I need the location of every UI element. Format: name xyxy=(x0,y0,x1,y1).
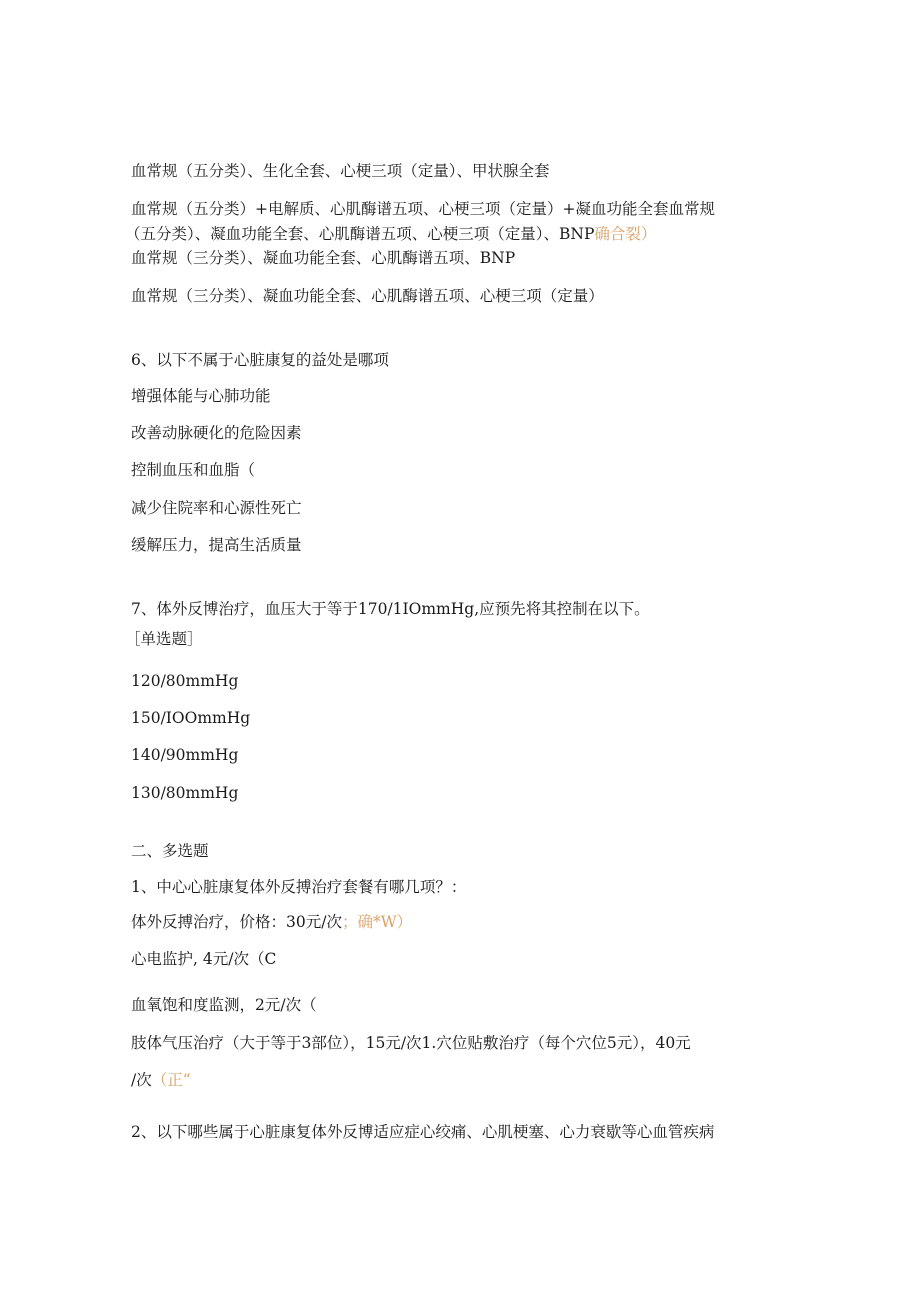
mq1-option-d-cont-text: /次 xyxy=(131,1071,152,1089)
section-title: 二、多选题 xyxy=(131,842,209,860)
answer-mark: 确合裂） xyxy=(594,225,657,243)
q5-option-a: 血常规（五分类）、生化全套、心梗三项（定量）、甲状腺全套 xyxy=(131,162,550,180)
q6-option-d: 减少住院率和心源性死亡 xyxy=(131,499,302,517)
mq1-question: 1、中心心脏康复体外反搏治疗套餐有哪几项？： xyxy=(131,878,467,896)
answer-mark: （正“ xyxy=(151,1071,191,1089)
mq1-option-c: 血氧饱和度监测，2元/次（ xyxy=(131,996,317,1014)
mq1-option-d: 肢体气压治疗（大于等于3部位），15元/次1.穴位贴敷治疗（每个穴位5元），40元 xyxy=(131,1034,691,1052)
mq1-option-a xyxy=(131,911,412,933)
q5-option-e: 血常规（三分类）、凝血功能全套、心肌酶谱五项、心梗三项（定量） xyxy=(131,287,604,305)
q7-option-c: 140/90mmHg xyxy=(131,746,239,764)
q5-option-b: 血常规（五分类）+电解质、心肌酶谱五项、心梗三项（定量）+凝血功能全套血常规 xyxy=(131,200,715,218)
q6-question: 6、以下不属于心脏康复的益处是哪项 xyxy=(131,351,389,369)
answer-mark: ；确*W） xyxy=(341,913,413,931)
q7-option-d: 130/80mmHg xyxy=(131,784,239,802)
q7-option-a: 120/80mmHg xyxy=(131,672,239,690)
q5-option-d: 血常规（三分类）、凝血功能全套、心肌酶谱五项、BNP xyxy=(131,249,516,267)
mq2-question: 2、以下哪些属于心脏康复体外反博适应症心绞痛、心肌梗塞、心力衰歇等心血管疾病 xyxy=(131,1123,715,1141)
q5-option-c-text: （五分类）、凝血功能全套、心肌酶谱五项、心梗三项（定量）、BNP xyxy=(125,225,595,243)
q7-option-b: 150/IOOmmHg xyxy=(131,709,251,727)
q7-question: 7、体外反博治疗，血压大于等于170/1IOmmHg,应预先将其控制在以下。 xyxy=(131,600,650,618)
q7-type: ［单选题］ xyxy=(125,630,203,648)
q6-option-b: 改善动脉硬化的危险因素 xyxy=(131,424,302,442)
q6-option-a: 增强体能与心肺功能 xyxy=(131,387,271,405)
mq1-option-d-cont xyxy=(131,1069,191,1091)
mq1-option-b: 心电监护, 4元/次（C xyxy=(131,950,277,968)
mq1-option-a-text: 体外反搏治疗，价格：30元/次 xyxy=(131,913,342,931)
q6-option-e: 缓解压力，提高生活质量 xyxy=(131,536,302,554)
q6-option-c: 控制血压和血脂（ xyxy=(131,461,256,479)
q5-option-c xyxy=(125,223,656,245)
